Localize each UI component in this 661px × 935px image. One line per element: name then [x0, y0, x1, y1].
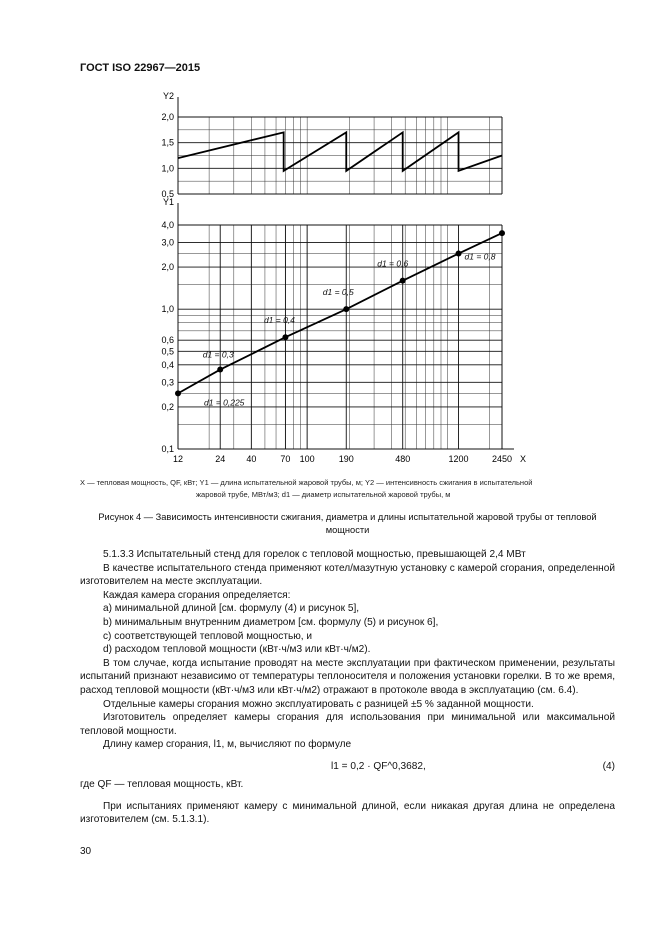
paragraph: Длину камер сгорания, l1, м, вычисляют по формуле [103, 739, 352, 751]
legend-line-1: X — тепловая мощность, QF, кВт; Y1 — длина испытательной жаровой трубы, м; Y2 — интенсивность сжигания в испытательной [80, 478, 533, 487]
section-heading: 5.1.3.3 Испытательный стенд для горелок с тепловой мощностью, превышающей 2,4 МВт [103, 549, 526, 560]
data-annotation: d1 = 0,6 [377, 258, 409, 269]
data-point [499, 230, 505, 236]
paragraph: В том случае, когда испытание проводят на месте эксплуатации при фактическом применении, результаты испытаний признают независимо от температуры теплоносителя и положения установки горелки. В то же время, расход тепловой мощности (кВт·ч/м3 или кВт·ч/м2) отражают в протоколе ввода в эксплуатацию (см. 6.4). [80, 657, 615, 696]
x-tick-label: 2450 [491, 454, 513, 464]
x-tick-label: 480 [395, 454, 411, 464]
data-point [400, 278, 406, 284]
data-annotation: d1 = 0,225 [204, 397, 245, 408]
paragraph: Отдельные камеры сгорания можно эксплуатировать с разницей ±5 % заданной мощности. [103, 698, 534, 710]
y-axis-label: Y2 [162, 91, 174, 101]
series-line-y1 [178, 233, 502, 393]
y-tick-label: 0,2 [161, 401, 174, 412]
paragraph: где QF — тепловая мощность, кВт. [80, 778, 244, 790]
y-tick-label: 0,5 [161, 346, 174, 357]
series-line-y2 [178, 132, 502, 171]
y-tick-label: 4,0 [161, 220, 174, 230]
y1-chart [161, 197, 526, 464]
x-tick-label: 40 [246, 454, 257, 464]
figure-caption: Рисунок 4 — Зависимость интенсивности сжигания, диаметра и длины испытательной жаровой трубы от тепловой мощности [98, 512, 597, 535]
y-tick-label: 0,1 [161, 444, 174, 454]
figure-legend [80, 477, 615, 501]
data-point [175, 390, 181, 396]
data-annotation: d1 = 0,4 [263, 315, 295, 326]
paragraph: Изготовитель определяет камеры сгорания для использования при минимальной или максимальной тепловой мощности. [80, 712, 615, 737]
data-point [217, 367, 223, 373]
document-header: ГОСТ ISO 22967—2015 [80, 62, 201, 74]
formula-line [80, 756, 615, 778]
data-annotation: d1 = 0,3 [202, 349, 234, 360]
paragraph: При испытаниях применяют камеру с минимальной длиной, если никакая другая длина не определена изготовителем (см. 5.1.3.1). [80, 800, 615, 826]
page-number: 30 [80, 846, 92, 857]
x-tick-label: 100 [299, 454, 315, 464]
paragraph: В качестве испытательного стенда применяют котел/мазутную установку с камерой сгорания, определенной изготовителем на месте эксплуатации. [80, 562, 615, 588]
x-axis-label: X [520, 454, 527, 464]
y-tick-label: 2,0 [161, 262, 174, 273]
y-axis-label: Y1 [162, 197, 174, 207]
list-item: d) расходом тепловой мощности (кВт·ч/м3 или кВт·ч/м2). [103, 644, 371, 656]
y-tick-label: 1,0 [161, 163, 174, 174]
data-point [282, 334, 288, 340]
legend-line-2: жаровой трубе, МВт/м3; d1 — диаметр испытательной жаровой трубы, м [196, 490, 451, 499]
y-tick-label: 1,5 [161, 137, 174, 148]
y-tick-label: 3,0 [161, 237, 174, 248]
x-tick-label: 12 [172, 454, 184, 464]
paragraph: Каждая камера сгорания определяется: [103, 589, 291, 601]
formula-number: (4) [602, 760, 615, 772]
figure-4-charts [140, 85, 540, 475]
y-tick-label: 0,3 [161, 377, 174, 388]
y-tick-label: 0,5 [161, 189, 174, 199]
x-tick-label: 70 [280, 454, 291, 464]
list-item: b) минимальным внутренним диаметром [см. формулу (5) и рисунок 6], [103, 616, 439, 628]
body-text [80, 548, 615, 827]
data-point [343, 306, 349, 312]
formula: l1 = 0,2 · QF^0,3682, [331, 760, 426, 772]
x-tick-label: 24 [215, 454, 226, 464]
y-tick-label: 1,0 [161, 304, 174, 315]
x-tick-label: 1200 [448, 454, 469, 464]
x-tick-label: 190 [338, 454, 354, 464]
list-item: a) минимальной длиной [см. формулу (4) и рисунок 5], [103, 603, 360, 615]
data-annotation: d1 = 0,5 [322, 287, 354, 298]
y-tick-label: 0,6 [161, 335, 174, 346]
data-annotation: d1 = 0,8 [464, 251, 496, 262]
y2-chart [161, 91, 502, 199]
data-point [456, 251, 462, 257]
list-item: c) соответствующей тепловой мощностью, и [103, 630, 313, 642]
y-tick-label: 2,0 [161, 112, 174, 122]
y-tick-label: 0,4 [161, 359, 174, 370]
